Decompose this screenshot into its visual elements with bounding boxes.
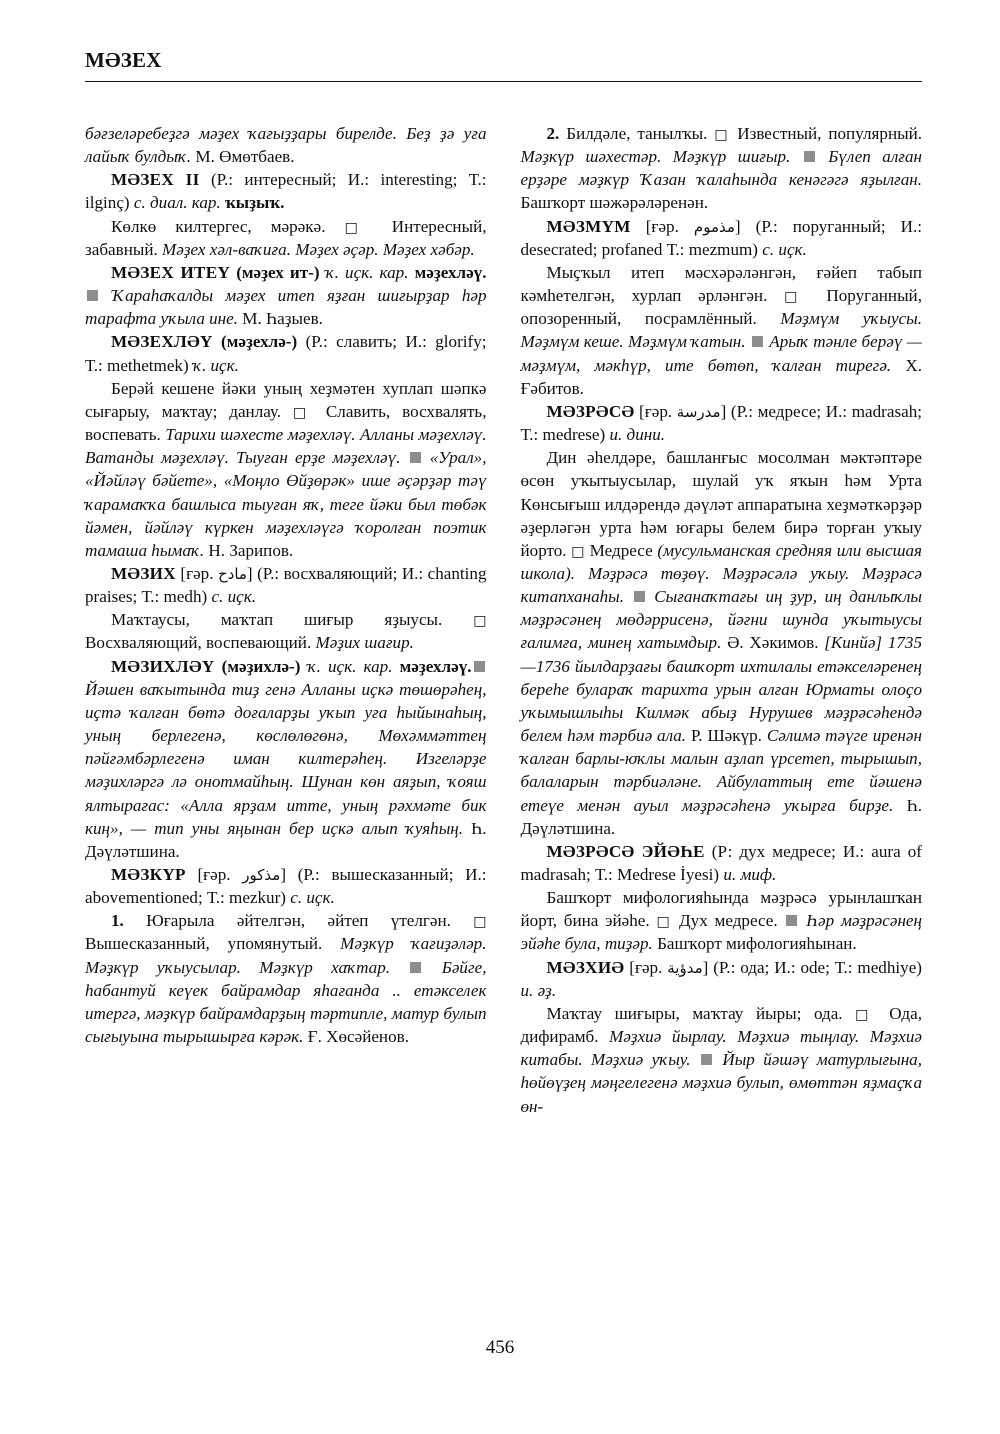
examples: Мәҙхиә йырлау. Мәҙхиә тыңлау. Мәҙхиә китабы. Мәҙхиә уҡыу.	[520, 1027, 922, 1070]
headword: МӘЗЕХЛӘҮ	[111, 332, 213, 352]
entry-mazexlau-head	[85, 330, 487, 376]
open-square-icon: □	[656, 914, 673, 931]
quotation-2: [Кинйә] 1735—1736 йылдарҙағы башҡорт ихтилалы етәкселәренең береһе булараҡ тарихта урын алған Юрматы олоҫо уҡымышлыһы Килмәк абыҙ Нурушев мәҙрәсәһендә белем һәм тәрбиә ала.	[520, 633, 922, 746]
etymology-arabic: مذموم	[693, 217, 735, 236]
headword: МӘЗМҮМ	[546, 216, 631, 236]
open-square-icon: □	[571, 543, 585, 560]
etymology-close: ]	[246, 563, 258, 583]
headword-paren: (мәҙехлә-)	[212, 332, 306, 352]
definition-bashkir: Көлкө килтергес, мәрәкә.	[111, 216, 345, 236]
etymology-close: ]	[702, 957, 714, 977]
gloss: (Р.: ода; И.: ode; Т.: medhiye)	[713, 957, 922, 977]
entry-mazix-body	[85, 608, 487, 654]
entry-mazkur-head	[85, 863, 487, 909]
quotation: «Урал», «Йәйләү бәйете», «Моңло Өйҙөрәк» ише әҫәрҙәр тәү ҡарамаҡҡа башлыса тыуған яҡ, теге йәки был төбәк йәмен, йәйләү күркен мәҙехләүгә ҡоролған поэтик тамаша һымаҡ.	[85, 448, 487, 560]
open-square-icon: □	[714, 127, 731, 143]
continuation-italic: бәғзеләребеҙгә мәҙех ҡағыҙҙары бирелде. Беҙ ҙә уға лайыҡ булдыҡ.	[85, 124, 487, 167]
etymology-label: [ғәр.	[634, 401, 677, 421]
page-header	[85, 50, 922, 96]
entry-mazix-head	[85, 562, 487, 608]
entry-mazex-iteu	[85, 261, 487, 330]
filled-block-icon	[87, 290, 98, 301]
definition-russian: Медресе	[584, 540, 658, 560]
entry-mazkur-sense-2	[521, 122, 923, 215]
entry-mazrasa-eyahe-head	[521, 840, 923, 886]
entry-mazex-2-head	[85, 168, 487, 214]
quotation: Бүлеп алған ерҙәре мәҙкүр Ҡазан ҡалаһында кенәгәгә яҙылған.	[520, 147, 923, 190]
crossref: ҡыҙыҡ.	[225, 193, 285, 213]
headword: МӘЗРӘСӘ	[546, 401, 635, 421]
entry-mazrasa-eyahe-body	[521, 886, 923, 955]
grammar-label: ҡ. иҫк. кар.	[325, 262, 415, 282]
attribution: Ғ. Хөсәйенов.	[303, 1027, 409, 1047]
headword: МӘЗИХЛӘҮ	[111, 656, 215, 676]
gloss: (Р.: поруганный; И.: desecrated; profaned Т.: mezmum)	[520, 216, 922, 259]
entry-mazrasa-head	[521, 400, 923, 446]
headword: МӘЗРӘСӘ ЭЙӘҺЕ	[546, 841, 705, 861]
grammar-label: ҡ. иҫк. кар.	[307, 656, 400, 676]
definition-russian: Восхваляющий, воспевающий.	[85, 633, 316, 653]
open-square-icon: □	[293, 404, 314, 421]
definition-russian-italic: (мусульманская средняя или высшая школа).	[520, 540, 922, 583]
header-rule	[85, 81, 922, 82]
running-head: МӘЗЕХ	[85, 48, 162, 72]
quotation: Йыр йәшәү матурлығына, һөйөүҙең мәңгелегенә мәҙхиә булып, өмөттән яҙмаҫҡа өн-	[520, 1050, 923, 1116]
filled-block-icon	[701, 1054, 712, 1065]
quotation: Арыҡ тәнле берәү — мәҙмүм, мәкһүр, ите бөтөп, ҡалған тирегә.	[520, 332, 922, 375]
etymology-arabic: مذكور	[242, 866, 281, 884]
definition-bashkir: Маҡтаусы, маҡтап шиғыр яҙыусы.	[111, 610, 474, 630]
filled-block-icon	[410, 452, 421, 463]
headword: МӘЗИХ	[111, 563, 176, 583]
definition-bashkir: Башҡорт мифологияһында мәҙрәсә урынлашҡан йорт, бина эйәһе.	[520, 888, 922, 931]
etymology-label: [ғәр.	[185, 865, 243, 884]
definition-russian: Ода, дифирамб.	[520, 1003, 922, 1047]
gloss: (Р.: интересный; И.: interesting; Т.: ilginç)	[85, 170, 487, 213]
definition-bashkir: Берәй кешене йәки уның хеҙмәтен хуплап шәпкә сығарыу, маҡтау; данлау.	[85, 378, 487, 421]
etymology-label: [ғәр.	[630, 216, 694, 236]
grammar-label: с. иҫк.	[290, 888, 335, 908]
filled-block-icon	[410, 962, 421, 973]
grammar-label: и. әҙ.	[520, 980, 557, 1000]
definition-bashkir: Мыҫҡыл итеп мәсхәрәләнгән, ғәйеп табып кәмһетелгән, хурлап әрләнгән.	[520, 262, 922, 306]
examples: Мәҙкүр шәхестәр. Мәҙкүр шиғыр.	[520, 147, 802, 167]
attribution: Башҡорт шәжәрәләренән.	[520, 193, 709, 213]
attribution-2: Р. Шәкүр.	[686, 726, 762, 746]
definition-russian: Поруганный, опозоренный, посрамлённый.	[520, 286, 922, 329]
gloss: (Р.: медресе; И.: madrasah; Т.: medrese)	[520, 401, 922, 445]
open-square-icon: □	[473, 613, 487, 630]
left-column	[85, 122, 487, 1118]
crossref: мәҙехләү.	[399, 656, 472, 676]
continuation-paragraph	[85, 122, 487, 168]
entry-mazmum-head	[521, 215, 923, 261]
headword-paren: (мәҙихлә-)	[214, 656, 308, 676]
attribution: Башҡорт мифологияһынан.	[652, 934, 857, 954]
etymology-arabic: مدؤية	[667, 958, 703, 977]
entry-mazkur-sense-1	[85, 909, 487, 1048]
quotation: Ҡараһаҡалды мәҙех итеп яҙған шиғырҙар һәр тарафта уҡыла ине.	[85, 286, 487, 329]
attribution: Ә. Хәкимов.	[721, 633, 819, 653]
examples: Мәҙкүр ҡағиҙәләр. Мәҙкүр уҡыусылар. Мәҙкүр хаҡтар.	[85, 934, 487, 977]
etymology-arabic: مادح	[217, 564, 247, 583]
definition-bashkir: Билдәле, танылҡы.	[559, 124, 715, 143]
grammar-label: и. дини.	[609, 425, 666, 445]
filled-block-icon	[752, 336, 763, 347]
sense-number: 1.	[111, 911, 124, 931]
headword-paren: (мәҙех ит-)	[230, 262, 326, 282]
grammar-label: ҡ. иҫк.	[192, 355, 239, 375]
entry-mazmum-body	[521, 261, 923, 400]
definition-russian: Дух медресе.	[672, 911, 785, 931]
entry-mazrasa-body	[521, 446, 923, 840]
attribution-3: Һ. Дәүләтшина.	[520, 795, 922, 838]
gloss: (Р: дух медресе; И.: aura of madrasah; Т.: Medrese İyesi)	[520, 841, 922, 884]
attribution: Х. Ғәбитов.	[520, 355, 922, 398]
open-square-icon: □	[784, 289, 810, 306]
etymology-close: ]	[720, 401, 731, 421]
open-square-icon: □	[473, 914, 487, 931]
quotation: Сығанаҡтағы иң ҙур, иң данлыҡлы мәҙрәсәнең мөдәррисенә, йәғни шунда уҡытыусы ғалимға, минең хатымдыр.	[520, 587, 923, 653]
entry-mazex-2-body	[85, 215, 487, 261]
quotation-3: Сәлимә тәүге иренән ҡалған барлы-юҡлы малын аҙлап үрсетеп, тырышып, балаларын тәрбиәләне. Айбулаттың ете йәшенә етеүе менән ауыл мәҙрәсәһенә уҡырға бирҙе.	[520, 726, 922, 815]
quotation: Бәйге, һабантуй кеүек байрамдар яһағанда .. етәкселек итергә, мәҙкүр байрамдарҙың тәртипле, матур булып сығыуына тырышырға кәрәк.	[85, 957, 487, 1047]
etymology-label: [ғәр.	[175, 563, 218, 583]
gloss: (Р.: славить; И.: glorify; Т.: methetmek)	[85, 332, 487, 375]
open-square-icon: □	[344, 219, 373, 236]
quotation: Йәшен ваҡытында тиҙ генә Алланы иҫкә төшөрәһең, иҫтә ҡалған бөтә доғаларҙы уҡып уға һыйынаһың, уның берлегенә, көслөлөгөнә, Мөхәммәттең пәйғәмбәрлегенә иман килтерәһең. Изгеләрҙе мәҙихләргә лә онотмайһың. Шунан көн аяҙып, ҡояш ялтырағас: «Алла ярҙам итте, уның рәхмәте бик киң», — тип уны яңынан бер иҫкә алып ҡуяһың.	[85, 679, 487, 838]
quotation: Һәр мәҙрәсәнең эйәһе була, тиҙәр.	[520, 911, 922, 954]
sense-number: 2.	[546, 124, 560, 143]
grammar-label: с. иҫк.	[211, 587, 257, 607]
grammar-label: с. диал. кар.	[133, 193, 225, 213]
entry-mazexlau-body	[85, 377, 487, 562]
examples: Мәҙмүм уҡыусы. Мәҙмүм кеше. Мәҙмүм ҡатын.	[520, 309, 922, 352]
attribution: М. Һаҙыев.	[238, 309, 323, 329]
etymology-label: [ғәр.	[624, 957, 668, 977]
headword: МӘЗХИӘ	[546, 957, 625, 977]
right-column	[521, 122, 923, 1118]
definition-bashkir: Юғарыла әйтелгән, әйтеп үтелгән.	[123, 911, 474, 931]
open-square-icon: □	[855, 1006, 877, 1023]
definition-bashkir: Маҡтау шиғыры, маҡтау йыры; ода.	[546, 1003, 856, 1023]
definition-russian: Известный, популярный.	[730, 124, 922, 143]
gloss: (Р.: вышесказанный; И.: abovementioned; Т.: mezkur)	[85, 865, 487, 908]
filled-block-icon	[786, 915, 797, 926]
filled-block-icon	[634, 591, 645, 602]
gloss: (Р.: восхваляющий; И.: chanting praises; Т.: medh)	[85, 563, 487, 607]
definition-russian: Интересный, забавный.	[85, 216, 487, 259]
entry-mazxia-head	[521, 956, 923, 1002]
examples: Мәҙех хәл-ваҡиға. Мәҙех әҫәр. Мәҙех хәбәр.	[162, 239, 475, 259]
columns-container	[85, 122, 922, 1118]
headword: МӘЗКҮР	[111, 865, 186, 884]
headword: МӘЗЕХ ИТЕҮ	[111, 262, 231, 282]
grammar-label: и. миф.	[723, 865, 777, 884]
filled-block-icon	[474, 661, 485, 672]
attribution: Н. Зарипов.	[204, 540, 294, 560]
definition-russian: Вышесказанный, упомянутый.	[85, 934, 341, 954]
definition-bashkir: Дин әһелдәре, башланғыс мосолман мәктәптәре өсөн уҡытыусылар, шулай уҡ яҡын һәм Урта Көнсығыш илдәрендә дәүләт аппаратына хеҙмәткәрҙәр әҙерләгән урта һәм юғары белем бирә торған уҡыу йорто.	[520, 448, 922, 560]
entry-mazixlau	[85, 655, 487, 863]
examples: Мәҙрәсә төҙөү. Мәҙрәсәлә уҡыу. Мәҙрәсә китапханаһы.	[520, 563, 922, 607]
headword: МӘЗЕХ II	[111, 170, 200, 190]
examples: Тарихи шәхесте мәҙехләү. Алланы мәҙехләү. Ватанды мәҙехләү. Тыуған ерҙе мәҙехләү.	[85, 425, 487, 468]
entry-mazxia-body	[521, 1002, 923, 1118]
crossref: мәҙехләү.	[414, 262, 487, 282]
page-number: 456	[485, 1337, 515, 1358]
definition-russian: Славить, восхвалять, воспевать.	[85, 401, 487, 445]
filled-block-icon	[804, 151, 815, 162]
grammar-label: с. иҫк.	[762, 239, 807, 259]
etymology-arabic: مدرسة	[676, 402, 721, 421]
etymology-close: ]	[280, 865, 298, 884]
attribution: Һ. Дәүләтшина.	[85, 818, 487, 861]
etymology-close: ]	[734, 216, 756, 236]
continuation-attribution: М. Өмөтбаев.	[191, 147, 295, 167]
examples: Мәҙих шағир.	[315, 633, 414, 653]
